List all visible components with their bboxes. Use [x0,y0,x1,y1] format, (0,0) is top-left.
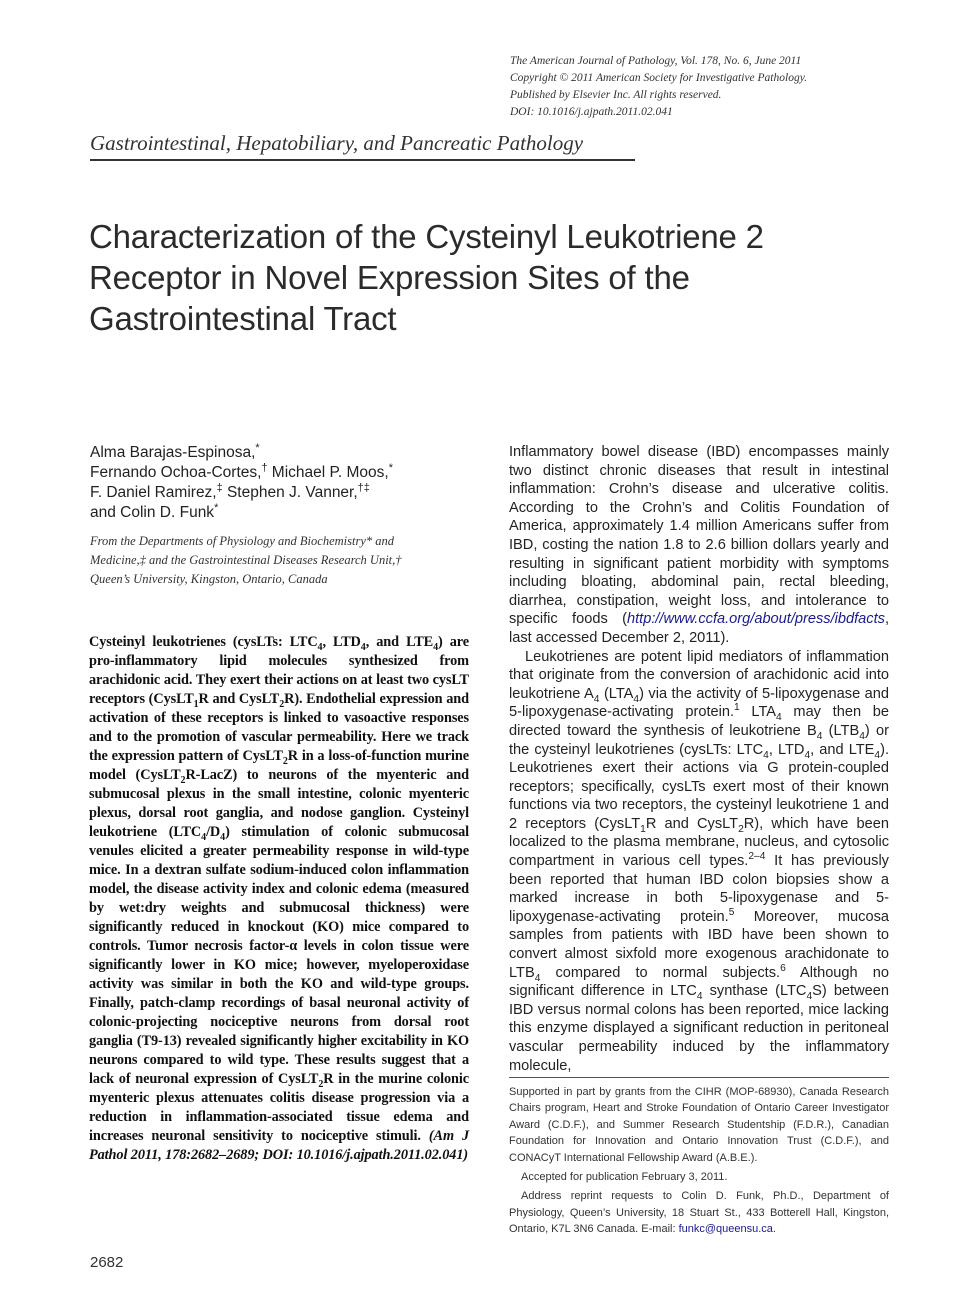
subscript: 4 [804,749,811,761]
reference-mark[interactable]: 2–4 [748,851,766,863]
abstract-text: R in a loss-of-function murine model (CysLT [89,748,469,783]
subscript: 4 [776,712,782,724]
body-span: (LTA [599,685,634,702]
subscript: 4 [806,991,813,1003]
author-line [90,463,490,483]
body-span: ). Leukotrienes exert their actions via G protein-coupled receptors; specifically, cysLTs exert most of their known functions via two receptors, the cysteinyl leukotriene 1 and 2 receptors (CysLT [509,741,889,832]
subscript: 4 [633,693,640,705]
accepted-note: Accepted for publication February 3, 2011. [521,1171,728,1184]
page-number: 2682 [90,1254,124,1271]
funding-note: Supported in part by grants from the CIHR (MOP-68930), Canada Research Chairs program, Heart and Stroke Foundation of Ontario Career Investigator Award (C.D.F.), and Summer Research Studentship (F.D.R.), Canadian Foundation for Innovation and Ontario Innovation Trust (C.D.F.), and CONACyT International Fellowship Award (A.B.E.). [509,1086,889,1164]
title-line: Characterization of the Cysteinyl Leukotriene 2 [89,218,764,255]
author-line [90,443,490,463]
section-heading: Gastrointestinal, Hepatobiliary, and Pancreatic Pathology [90,131,584,155]
author-name: F. Daniel Ramirez, [90,484,217,501]
abstract-text: R). Endothelial expression and activation of these receptors is linked to vasoactive responses and to the promotion of vascular permeability. Here we track the expression pattern of CysLT [89,691,469,764]
abstract-text: ) stimulation of colonic submucosal venules elicited a greater permeability response in wild-type mice. In a dextran sulfate sodium-induced colon inflammation model, the disease activity index and colonic edema (measured by wet:dry weights and submucosal thickness) were significantly reduced in knockout (KO) mice compared to controls. Tumor necrosis factor-α levels in colon tissue were significantly lower in KO mice; however, myeloperoxidase activity was similar in both the KO and wild-type groups. Finally, patch-clamp recordings of basal neuronal activity of colonic-projecting nociceptive neurons from dorsal root ganglia (T9-13) revealed significantly higher excitability in KO neurons compared to wild type. These results suggest that a lack of neuronal expression of CysLT [89,824,469,1087]
body-span: , last accessed December 2, 2011). [509,611,889,646]
abstract-text: ) are pro-inflammatory lipid molecules synthesized from arachidonic acid. They exert their actions on at least two cysLT receptors (CysLT [89,634,470,707]
journal-info [510,53,930,121]
doi: DOI: 10.1016/j.ajpath.2011.02.041 [510,106,673,118]
subscript: 4 [220,831,226,843]
body-span: It has previously been reported that human IBD colon biopsies show a marked increase in both 5-lipoxygenase and 5-lipoxygenase-activating protein. [509,853,889,925]
subscript: 4 [360,641,366,653]
journal-citation: The American Journal of Pathology, Vol. 178, No. 6, June 2011 [510,55,802,67]
address-text: Address reprint requests to Colin D. Funk, Ph.D., Department of Physiology, Queen’s University, 18 Stuart St., 433 Botterell Hall, Kingston, Ontario, K7L 3N6 Canada. E-mail: [509,1190,889,1236]
abstract-text: R and CysLT [198,691,280,707]
affiliation-mark: * [214,501,219,514]
abstract-citation: (Am J Pathol 2011, 178:2682–2689; DOI: 10.1016/j.ajpath.2011.02.041) [89,1128,469,1163]
paragraph [509,648,889,1076]
body-span: synthase (LTC [702,983,807,1000]
body-span: ) or the cysteinyl leukotrienes (cysLTs: LTC [509,722,889,758]
footnotes [509,1084,889,1238]
reference-mark[interactable]: 1 [734,702,740,714]
address-note [509,1188,889,1237]
body-span: ) via the activity of 5-lipoxygenase and 5-lipoxygenase-activating protein. [509,685,889,721]
subscript: 2 [180,774,186,786]
affiliation-mark: †‡ [357,481,370,494]
subscript: 4 [696,991,703,1003]
subscript: 4 [433,641,438,653]
section-rule [90,159,635,161]
reference-mark[interactable]: 5 [728,906,735,918]
title-line: Receptor in Novel Expression Sites of the [89,259,690,296]
body-span: , and LTE [810,741,875,758]
affiliation-mark: ‡ [216,481,223,494]
footnote-rule [509,1077,889,1078]
subscript: 4 [874,749,881,761]
abstract-text: Cysteinyl leukotrienes (cysLTs: LTC [89,634,318,650]
affiliation-line: Queen’s University, Kingston, Ontario, Canada [90,572,328,586]
copyright-notice: Copyright © 2011 American Society for Investigative Pathology. [510,72,808,84]
email-link[interactable]: funkc@queensu.ca [678,1223,773,1236]
article-title [89,216,889,339]
body-span: LTA [739,704,777,721]
paragraph [509,443,889,648]
body-span: compared to normal subjects. [540,964,781,981]
external-link[interactable]: http://www.ccfa.org/about/press/ibdfacts [626,611,885,628]
abstract-text: R in the murine colonic myenteric plexus attenuates colitis disease progression via a reduction in inflammation-associated tissue edema and increases neuronal sensitivity to nociceptive stimuli. [89,1071,470,1144]
subscript: 2 [318,1078,324,1090]
author-list [90,443,490,523]
affiliation-mark: † [261,461,268,474]
affiliation-mark: * [388,461,393,474]
subscript: 4 [534,972,541,984]
body-span: S) between IBD versus normal colons has been reported, mice lacking this enzyme displayed a significant reduction in peritoneal vascular permeability induced by the inflammatory molecule, [509,983,889,1074]
abstract [89,633,469,1165]
subscript: 4 [317,641,323,653]
author-line [90,503,490,523]
subscript: 4 [593,693,600,705]
subscript: 2 [738,823,744,835]
affiliation-mark: * [255,441,260,454]
abstract-text: , LTD [322,634,361,650]
author-name: Fernando Ochoa-Cortes, [90,464,262,481]
body-span: Leukotrienes are potent lipid mediators of inflammation that originate from the conversion of arachidonic acid into leukotriene A [509,648,889,702]
body-span: R and CysLT [645,815,739,832]
abstract-text: /D [206,824,221,840]
body-span: Inflammatory bowel disease (IBD) encompasses mainly two distinct chronic diseases that result in intestinal inflammation: Crohn’s disease and ulcerative colitis. According to the Crohn’s and Colitis Foundation of America, approximately 1.4 million Americans suffer from IBD, costing the nation 1.8 to 2.6 billion dollars yearly and resulting in significant patient morbidity with symptoms including bloating, abdominal pain, rectal bleeding, diarrhea, constipation, weight loss, and intolerance to specific foods ( [509,444,889,628]
title-line: Gastrointestinal Tract [89,300,397,337]
author-name: Alma Barajas-Espinosa, [90,444,256,461]
author-name: Michael P. Moos, [271,464,389,481]
affiliation [90,532,490,589]
subscript: 1 [640,823,646,835]
affiliation-line: From the Departments of Physiology and Biochemistry* and [90,534,395,548]
affiliation-line: Medicine,‡ and the Gastrointestinal Diseases Research Unit,† [90,553,402,567]
body-span: Although no significant difference in LTC [509,964,889,1000]
subscript: 2 [279,698,285,710]
author-name: and Colin D. Funk [90,504,215,521]
abstract-text: R-LacZ) to neurons of the myenteric and submucosal plexus in the small intestine, colonic myenteric plexus, dorsal root ganglia, and nodose ganglion. Cysteinyl leukotriene (LTC [89,767,470,840]
author-name: Stephen J. Vanner, [226,484,358,501]
abstract-text: , and LTE [365,634,434,650]
publisher-notice: Published by Elsevier Inc. All rights reserved. [510,89,722,101]
subscript: 4 [763,749,769,761]
body-span: , LTD [768,741,805,758]
address-text: . [772,1223,776,1236]
body-span: may then be directed toward the synthesis of leukotriene B [509,704,889,739]
subscript: 1 [193,698,199,710]
subscript: 4 [201,831,207,843]
body-text [509,443,889,1075]
author-line [90,483,490,503]
subscript: 4 [859,730,865,742]
body-span: Moreover, mucosa samples from patients with IBD have been shown to convert almost sixfold more exogenous arachidonate to LTB [509,908,889,981]
reference-mark[interactable]: 6 [780,962,786,974]
subscript: 2 [282,755,288,767]
body-span: R), which have been localized to the plasma membrane, nucleus, and cytosolic compartment in various cell types. [509,815,890,870]
body-span: (LTB [822,722,860,739]
subscript: 4 [816,730,823,742]
